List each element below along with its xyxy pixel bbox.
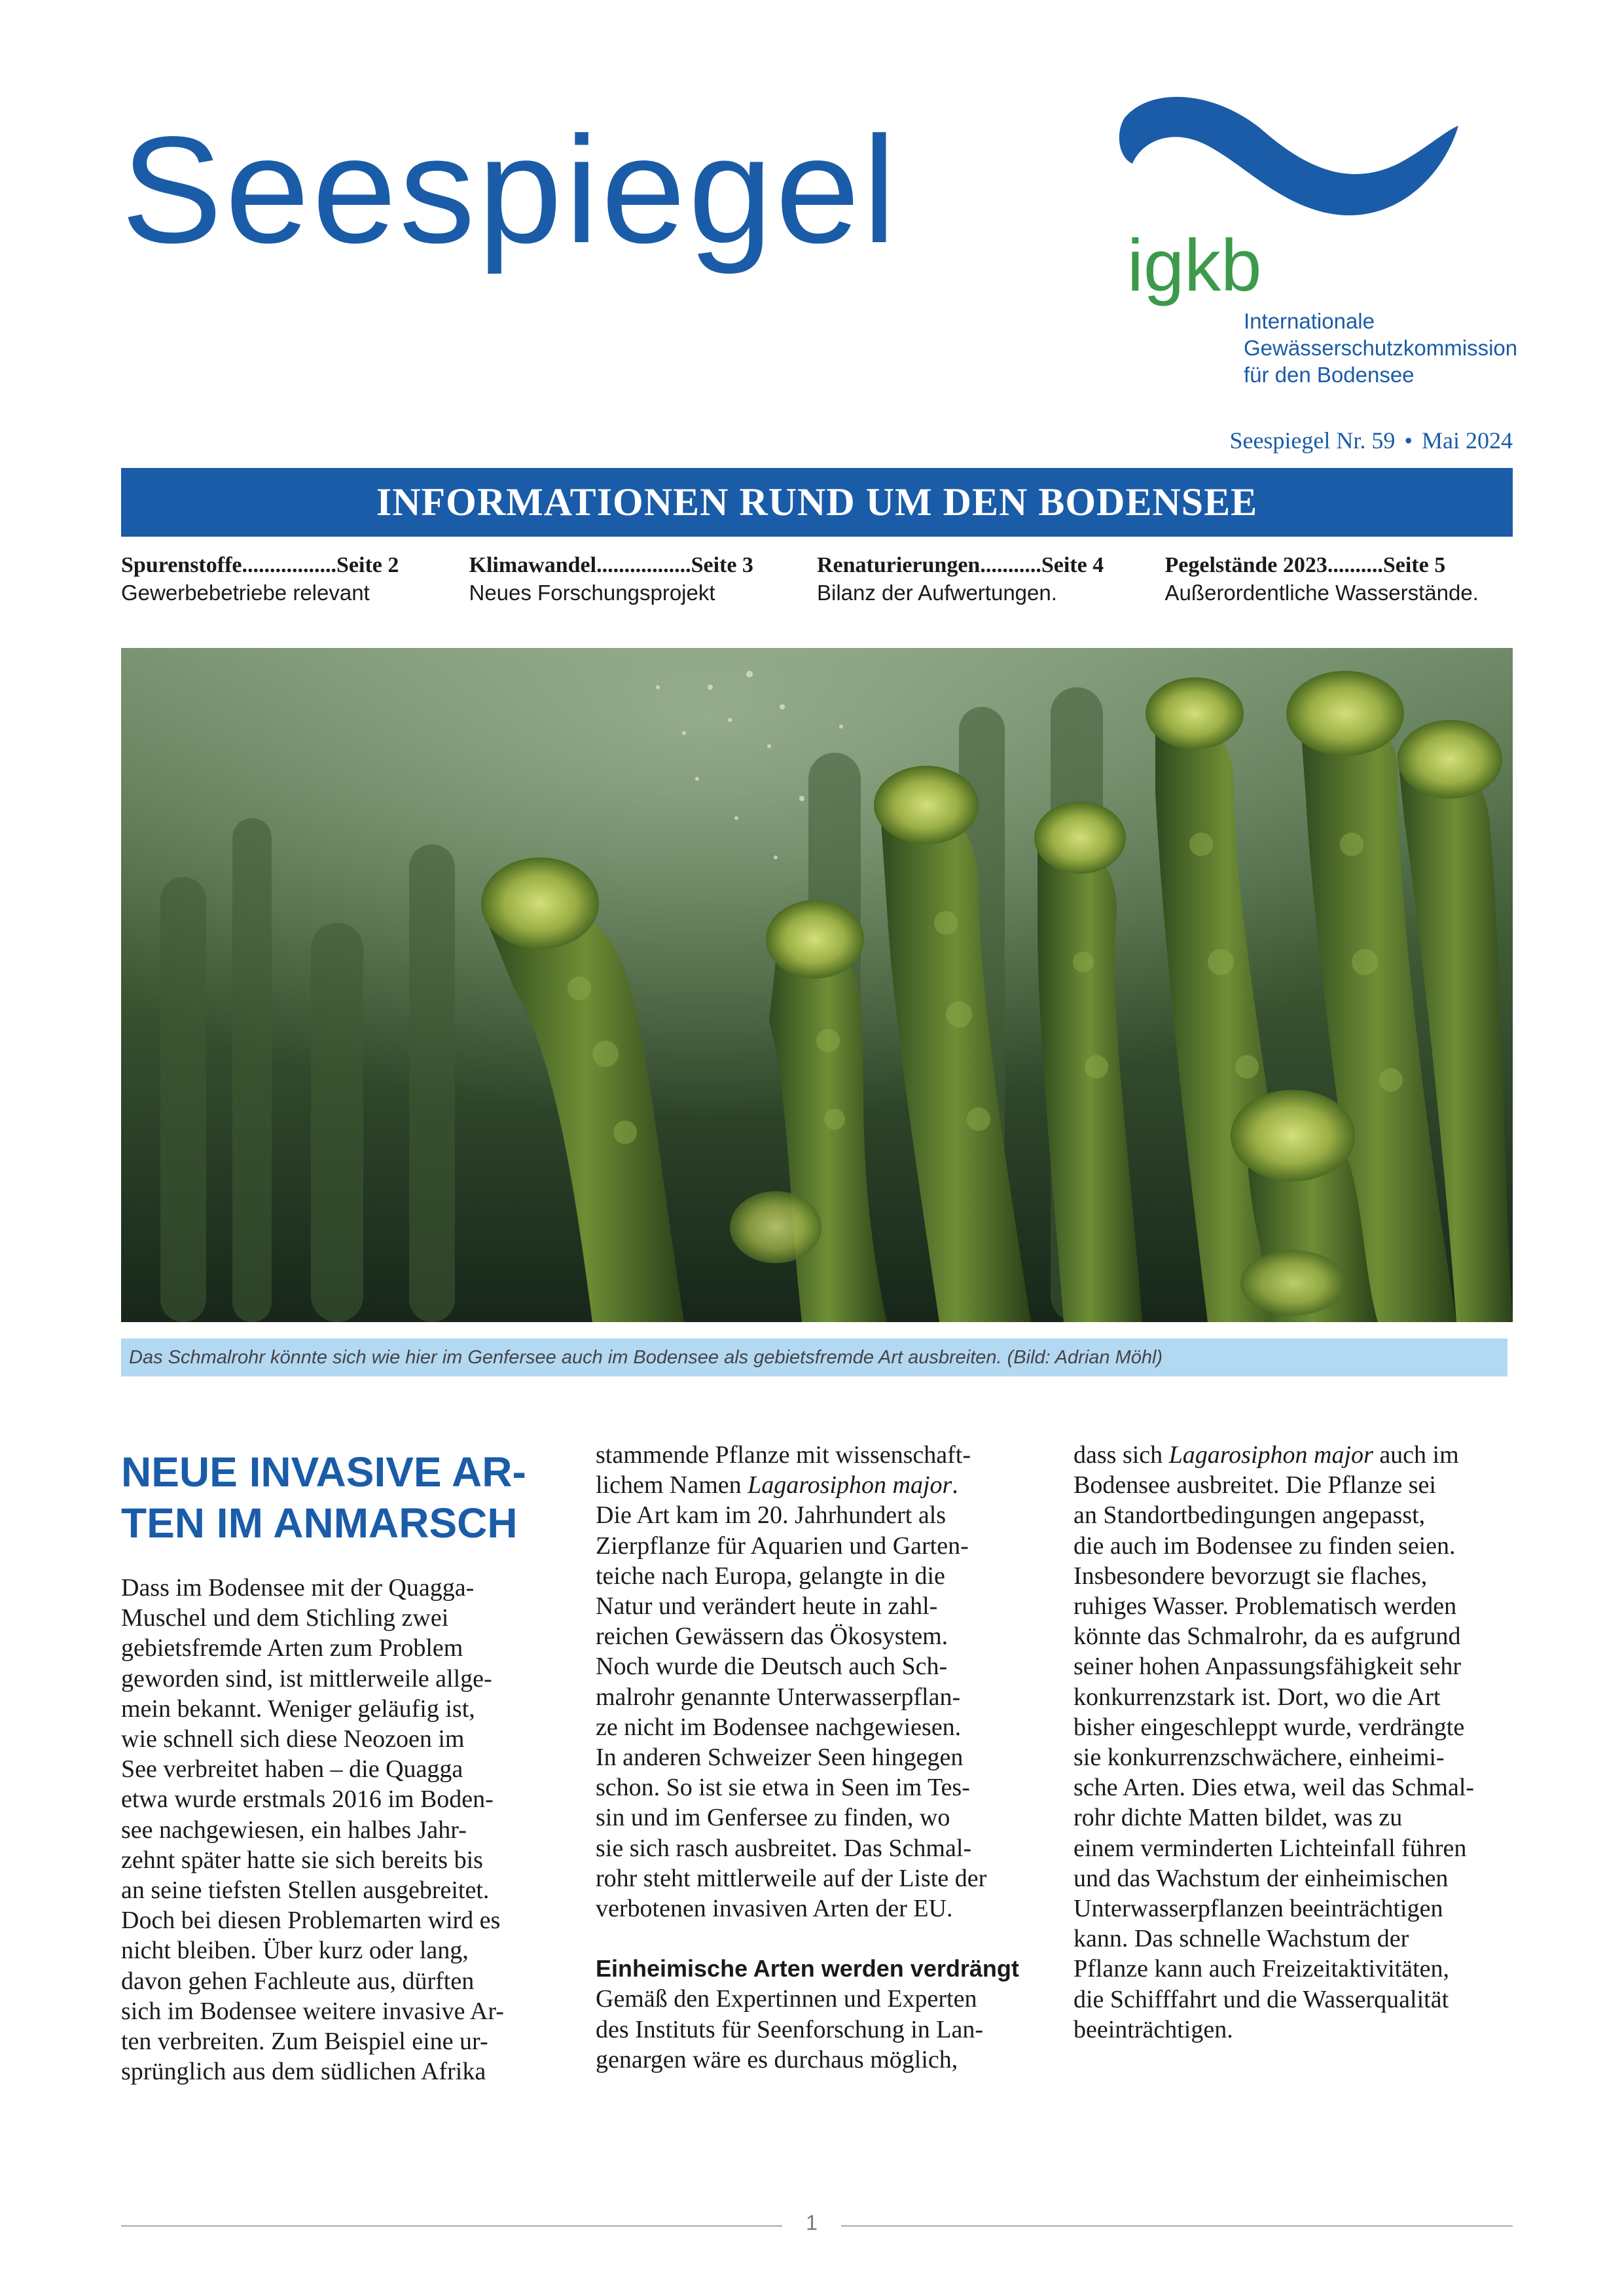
logo-line: Internationale (1244, 309, 1375, 333)
text-line: konkurrenzstark ist. Dort, wo die Art (1074, 1683, 1441, 1711)
footer-divider-right (841, 2225, 1513, 2227)
text-line: einem verminderten Lichteinfall führen (1074, 1834, 1467, 1862)
text-line: sprünglich aus dem südlichen Afrika (121, 2058, 486, 2086)
section-banner (121, 468, 1513, 537)
text-line: kann. Das schnelle Wachstum der (1074, 1925, 1409, 1953)
text-line: zehnt später hatte sie sich bereits bis (121, 1846, 483, 1874)
text-line: genargen wäre es durchaus möglich, (596, 2045, 958, 2073)
issue-number: Seespiegel Nr. 59 (1229, 427, 1396, 454)
text-line: Natur und verändert heute in zahl- (596, 1592, 938, 1621)
text-line: ze nicht im Bodensee nachgewiesen. (596, 1713, 962, 1741)
issue-date: Mai 2024 (1422, 427, 1513, 454)
text-line: geworden sind, ist mittlerweile allge- (121, 1664, 492, 1693)
toc-subtitle: Gewerbebetriebe relevant (121, 581, 370, 605)
text-line: rohr steht mittlerweile auf der Liste der (596, 1864, 987, 1892)
igkb-logo-mark: igkb (1127, 224, 1262, 306)
issue-line (1229, 427, 1513, 454)
text-line: die auch im Bodensee zu finden seien. (1074, 1532, 1456, 1560)
page-number: 1 (806, 2211, 818, 2234)
headline-line: TEN IM ANMARSCH (121, 1499, 518, 1547)
text-line: beeinträchtigen. (1074, 2015, 1233, 2043)
logo-line: für den Bodensee (1244, 363, 1415, 387)
article-column-3 (1074, 1440, 1509, 2045)
article-column-1 (121, 1573, 556, 2087)
text-line: sche Arten. Dies etwa, weil das Schmal- (1074, 1774, 1475, 1802)
text-line: reichen Gewässern das Ökosystem. (596, 1623, 948, 1651)
text-line: In anderen Schweizer Seen hingegen (596, 1744, 964, 1772)
toc-item[interactable] (817, 553, 1165, 605)
caption-text: Das Schmalrohr könnte sich wie hier im Genfersee auch im Bodensee als gebietsfremde Art ausbreiten. (Bild: Adrian Möhl) (129, 1346, 1163, 1368)
logo-line: Gewässerschutzkommission (1244, 336, 1518, 360)
photo-caption (121, 1338, 1507, 1376)
text-line: verbotenen invasiven Arten der EU. (596, 1895, 953, 1923)
text-line: ten verbreiten. Zum Beispiel eine ur- (121, 2028, 488, 2056)
text-line: ruhiges Wasser. Problematisch werden (1074, 1592, 1457, 1621)
headline-line: NEUE INVASIVE AR- (121, 1448, 526, 1496)
text-line: nicht bleiben. Über kurz oder lang, (121, 1937, 469, 1965)
text-line: Muschel und dem Stichling zwei (121, 1604, 449, 1632)
text-line: und das Wachstum der einheimischen (1074, 1864, 1449, 1892)
text-line: See verbreitet haben – die Quagga (121, 1755, 463, 1784)
toc-title: Spurenstoffe.................Seite 2 (121, 553, 399, 577)
underwater-plant-illustration (121, 648, 1513, 1322)
text-line: sich im Bodensee weitere invasive Ar- (121, 1997, 504, 2025)
text-line: sie sich rasch ausbreitet. Das Schmal- (596, 1834, 972, 1862)
toc-subtitle: Neues Forschungsprojekt (469, 581, 715, 605)
text-line: teiche nach Europa, gelangte in die (596, 1562, 945, 1590)
text-line: davon gehen Fachleute aus, dürften (121, 1967, 475, 1995)
text-line: stammende Pflanze mit wissenschaft- (596, 1441, 971, 1469)
text-line: Bodensee ausbreitet. Die Pflanze sei (1074, 1471, 1436, 1499)
text-line: Doch bei diesen Problemarten wird es (121, 1907, 501, 1935)
text-line: bisher eingeschleppt wurde, verdrängte (1074, 1713, 1465, 1741)
article-subheading: Einheimische Arten werden verdrängt (596, 1955, 1019, 1982)
species-name: Lagarosiphon major (748, 1471, 952, 1499)
text-line: schon. So ist sie etwa in Seen im Tes- (596, 1774, 970, 1802)
text-line: Noch wurde die Deutsch auch Sch- (596, 1653, 948, 1681)
text-line: könnte das Schmalrohr, da es aufgrund (1074, 1623, 1461, 1651)
text-line: gebietsfremde Arten zum Problem (121, 1634, 463, 1662)
toc-item[interactable] (469, 553, 818, 605)
toc-item[interactable] (1165, 553, 1513, 605)
text-line: Unterwasserpflanzen beeinträchtigen (1074, 1895, 1443, 1923)
text-line: lichem Namen Lagarosiphon major. (596, 1471, 958, 1499)
toc-subtitle: Bilanz der Aufwertungen. (817, 581, 1057, 605)
table-of-contents (121, 553, 1513, 605)
wave-logo-icon (1113, 92, 1460, 236)
text-line: rohr dichte Matten bildet, was zu (1074, 1804, 1403, 1832)
footer-divider-left (121, 2225, 782, 2227)
text-line: wie schnell sich diese Neozoen im (121, 1725, 465, 1753)
text-line: sin und im Genfersee zu finden, wo (596, 1804, 950, 1832)
toc-title: Pegelstände 2023..........Seite 5 (1164, 553, 1446, 577)
text-line: Zierpflanze für Aquarien und Garten- (596, 1532, 969, 1560)
underwater-plant-photo (121, 648, 1513, 1322)
text-line: seiner hohen Anpassungsfähigkeit sehr (1074, 1653, 1462, 1681)
text-line: see nachgewiesen, ein halbes Jahr- (121, 1816, 467, 1844)
text-line: Gemäß den Expertinnen und Experten (596, 1985, 977, 2013)
text-line: des Instituts für Seenforschung in Lan- (596, 2015, 984, 2043)
banner-text: INFORMATIONEN RUND UM DEN BODENSEE (376, 480, 1258, 524)
logo-organisation-name (1244, 308, 1517, 388)
text-line: mein bekannt. Weniger geläufig ist, (121, 1695, 475, 1723)
text-line: sie konkurrenzschwächere, einheimi- (1074, 1744, 1445, 1772)
toc-title: Klimawandel.................Seite 3 (469, 553, 753, 577)
text-line: Pflanze kann auch Freizeitaktivitäten, (1074, 1955, 1449, 1983)
text-line: Insbesondere bevorzugt sie flaches, (1074, 1562, 1428, 1590)
text-line: Die Art kam im 20. Jahrhundert als (596, 1501, 947, 1530)
issue-separator: • (1404, 427, 1413, 454)
text-line: Dass im Bodensee mit der Quagga- (121, 1574, 475, 1602)
toc-subtitle: Außerordentliche Wasserstände. (1164, 581, 1479, 605)
toc-title: Renaturierungen...........Seite 4 (817, 553, 1104, 577)
species-name: Lagarosiphon major (1168, 1441, 1373, 1469)
article-headline (121, 1446, 540, 1549)
text-line: malrohr genannte Unterwasserpflan- (596, 1683, 961, 1711)
toc-item[interactable] (121, 553, 469, 605)
text-line: die Schifffahrt und die Wasserqualität (1074, 1985, 1449, 2013)
article-column-2 (596, 1440, 1031, 2075)
text-line: an Standortbedingungen angepasst, (1074, 1501, 1426, 1530)
text-line: etwa wurde erstmals 2016 im Boden- (121, 1785, 494, 1814)
masthead-title: Seespiegel (121, 105, 899, 275)
text-line: dass sich Lagarosiphon major auch im (1074, 1441, 1459, 1469)
text-line: an seine tiefsten Stellen ausgebreitet. (121, 1876, 490, 1905)
